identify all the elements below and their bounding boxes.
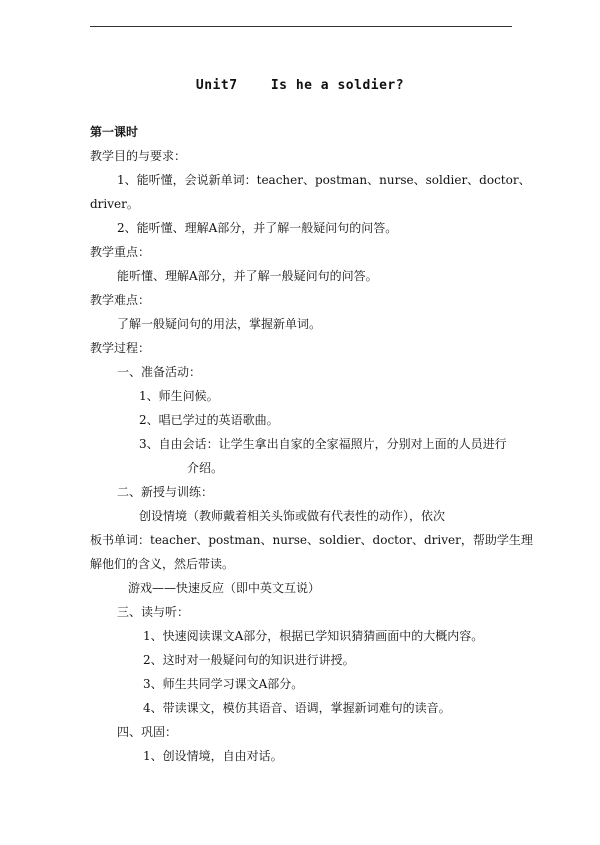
key-points-text: 能听懂、理解A部分，并了解一般疑问句的问答。 bbox=[117, 269, 378, 283]
section-1-item: 2、唱已学过的英语歌曲。 bbox=[139, 413, 279, 427]
section-2-heading: 二、新授与训练： bbox=[117, 485, 214, 499]
section-2-paragraph: 解他们的含义，然后带读。 bbox=[90, 557, 235, 571]
section-3-item: 3、师生共同学习课文A部分。 bbox=[143, 677, 304, 691]
section-3-item: 4、带读课文，模仿其语音、语调，掌握新词难句的读音。 bbox=[143, 701, 451, 715]
section-1-heading: 一、准备活动： bbox=[117, 365, 202, 379]
section-2-game: 游戏——快速反应（即中英文互说） bbox=[128, 581, 321, 595]
header-rule bbox=[90, 26, 512, 27]
section-3-heading: 三、读与听： bbox=[117, 605, 190, 619]
section-4-heading: 四、巩固： bbox=[117, 725, 178, 739]
objective-2: 2、能听懂、理解A部分，并了解一般疑问句的问答。 bbox=[117, 221, 398, 235]
section-2-paragraph: 板书单词：teacher、postman、nurse、soldier、doctor、driver，帮助学生理 bbox=[90, 533, 533, 547]
objectives-heading: 教学目的与要求： bbox=[90, 149, 187, 163]
section-1-item-cont: 介绍。 bbox=[187, 461, 224, 475]
key-points-heading: 教学重点： bbox=[90, 245, 151, 259]
section-4-item: 1、创设情境，自由对话。 bbox=[143, 749, 283, 763]
difficulties-text: 了解一般疑问句的用法，掌握新单词。 bbox=[117, 317, 322, 331]
unit-title: Unit7 Is he a soldier? bbox=[195, 78, 405, 93]
section-1-item: 3、自由会话：让学生拿出自家的全家福照片，分别对上面的人员进行 bbox=[139, 437, 507, 451]
process-heading: 教学过程： bbox=[90, 341, 151, 355]
section-3-item: 2、这时对一般疑问句的知识进行讲授。 bbox=[143, 653, 355, 667]
objective-1-cont: driver。 bbox=[90, 197, 139, 211]
objective-1: 1、能听懂，会说新单词：teacher、postman、nurse、soldier、doctor、 bbox=[117, 173, 531, 187]
section-3-item: 1、快速阅读课文A部分，根据已学知识猜猜画面中的大概内容。 bbox=[143, 629, 484, 643]
lesson-heading: 第一课时 bbox=[90, 125, 139, 139]
section-2-paragraph: 创设情境（教师戴着相关头饰或做有代表性的动作），依次 bbox=[139, 509, 446, 523]
difficulties-heading: 教学难点： bbox=[90, 293, 151, 307]
section-1-item: 1、师生问候。 bbox=[139, 389, 219, 403]
